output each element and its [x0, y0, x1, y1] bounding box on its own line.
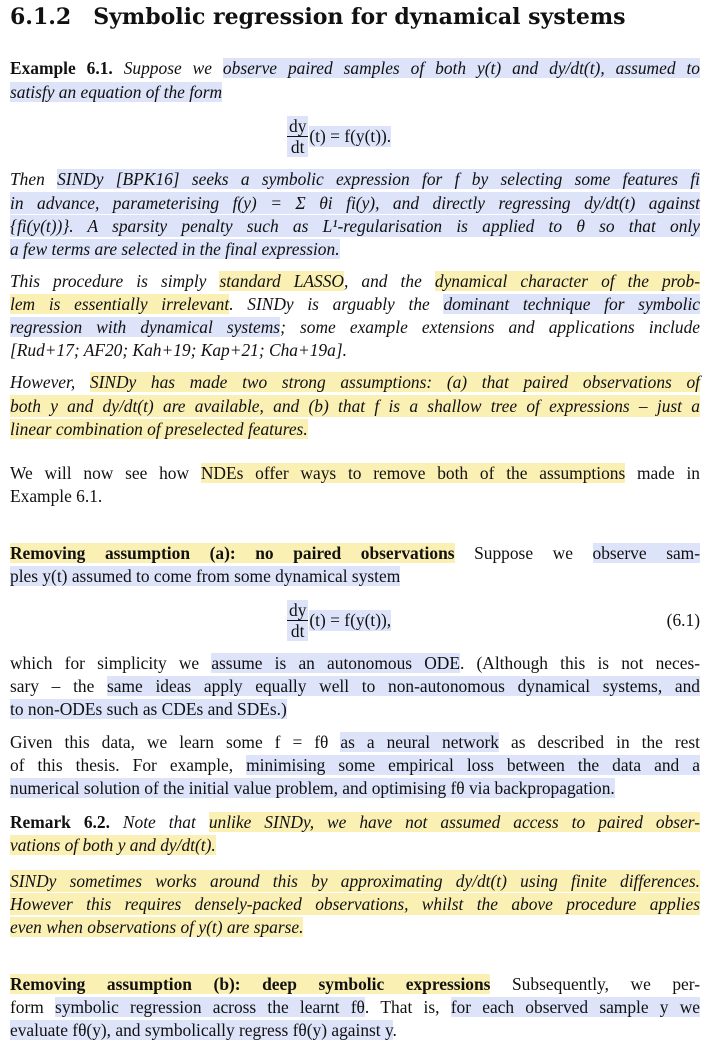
text: sary – the	[10, 676, 108, 696]
example-p3-line-4: [Rud+17; AF20; Kah+19; Kap+21; Cha+19a].	[10, 340, 347, 360]
para-b-line-1	[10, 973, 700, 995]
example-p2-line-4	[10, 238, 340, 260]
para-a-line-3	[10, 652, 700, 674]
example-p4-line-3	[10, 418, 308, 440]
example-label: Example 6.1.	[10, 58, 113, 78]
highlight: unlike SINDy, we have not assumed access to paired obser-	[208, 812, 700, 832]
highlight: for each observed sample y we	[450, 997, 701, 1017]
fraction	[287, 116, 308, 157]
example-line-1	[10, 57, 700, 79]
body-line-2: Example 6.1.	[10, 486, 103, 506]
highlight: to non-ODEs such as CDEs and SDEs.)	[10, 699, 287, 719]
numerator: dy	[289, 115, 307, 136]
equation-1	[286, 113, 391, 159]
highlight: symbolic regression across the learnt fθ	[55, 997, 365, 1017]
section-number: 6.1.2	[10, 4, 72, 30]
body-line-1	[10, 462, 700, 484]
highlight: numerical solution of the initial value problem, and optimising fθ via backpropagation.	[10, 778, 615, 798]
example-p2-line-2: in advance, parameterising f(y) = Σ θi fi(y), and directly regressing dy/dt(t) against	[10, 193, 700, 213]
para-a-line-7	[10, 754, 700, 776]
highlight: SINDy has made two strong assumptions: (a) that paired observations of	[89, 372, 700, 392]
remark-line-2	[10, 834, 216, 856]
equation-6-1	[286, 597, 391, 643]
remark-label: Remark 6.2.	[10, 812, 110, 832]
text: Suppose we	[123, 58, 223, 78]
example-p3-line-3	[10, 316, 700, 338]
highlight: a few terms are selected in the final expression.	[10, 239, 340, 259]
text: Subsequently, we per-	[490, 974, 700, 994]
equation-rhs: (t) = f(y(t)),	[309, 609, 392, 630]
highlight: evaluate fθ(y), and symbolically regress fθ(y) against y	[10, 1020, 393, 1040]
example-p4-line-1	[10, 371, 700, 393]
highlight: SINDy [BPK16] seeks a symbolic expression for f by selecting some features fi	[57, 169, 700, 189]
denominator: dt	[290, 136, 305, 157]
example-p2-line-3: {fi(y(t))}. A sparsity penalty such as L¹-regularisation is applied to θ so that only	[10, 216, 700, 236]
text: as described in the rest	[499, 732, 701, 752]
text: which for simplicity we	[10, 653, 212, 673]
example-p4-line-2: both y and dy/dt(t) are available, and (b) that f is a shallow tree of expressions – just a	[10, 396, 700, 416]
text: made in	[625, 463, 701, 483]
text: ; some example extensions and applications include	[280, 317, 700, 337]
text: .	[392, 1020, 397, 1040]
highlight: even when observations of y(t) are sparse.	[10, 917, 304, 937]
text: . (Although this is not neces-	[459, 653, 701, 673]
highlight: observe paired samples of both y(t) and dy/dt(t), assumed to	[222, 58, 701, 78]
para-b-heading: Removing assumption (b): deep symbolic expressions	[10, 974, 491, 994]
highlight: NDEs offer ways to remove both of the assumptions	[200, 463, 626, 483]
para-a-line-8	[10, 777, 615, 799]
highlight: standard LASSO	[219, 271, 344, 291]
highlight: ples y(t) assumed to come from some dynamical system	[10, 566, 401, 586]
para-b-line-3	[10, 1019, 397, 1041]
text: Given this data, we learn some f = fθ	[10, 732, 341, 752]
highlight: minimising some empirical loss between the data and a	[246, 755, 700, 775]
highlight: linear combination of preselected features.	[10, 419, 308, 439]
text: Suppose we	[454, 543, 593, 563]
section-title: Symbolic regression for dynamical systems	[93, 4, 626, 30]
highlight: dynamical character of the prob-	[434, 271, 700, 291]
remark-line-1	[10, 811, 700, 833]
text: . SINDy is arguably the	[229, 294, 444, 314]
text: However,	[10, 372, 90, 392]
para-a-line-1	[10, 542, 700, 564]
remark-line-4: However this requires densely-packed observations, whilst the above procedure applies	[10, 894, 700, 914]
equation-number: (6.1)	[666, 610, 700, 630]
para-a-line-2	[10, 565, 400, 587]
text: , and the	[343, 271, 435, 291]
example-line-2	[10, 81, 222, 103]
para-a-line-5	[10, 698, 287, 720]
example-p2-line-1	[10, 168, 700, 190]
text: . That is,	[364, 997, 451, 1017]
highlight: vations of both y and dy/dt(t).	[10, 835, 216, 855]
highlight: lem is essentially irrelevant	[10, 294, 230, 314]
fraction	[287, 600, 308, 641]
highlight: as a neural network	[340, 732, 500, 752]
remark-line-3: SINDy sometimes works around this by approximating dy/dt(t) using finite differences.	[10, 871, 700, 891]
section-heading	[10, 4, 626, 30]
remark-line-5	[10, 916, 303, 938]
para-a-line-6	[10, 731, 700, 753]
text: of this thesis. For example,	[10, 755, 247, 775]
para-b-line-2	[10, 996, 700, 1018]
text: This procedure is simply	[10, 271, 220, 291]
para-a-line-4	[10, 675, 700, 697]
text: We will now see how	[10, 463, 201, 483]
para-a-heading: Removing assumption (a): no paired observations	[10, 543, 455, 563]
highlight: assume is an autonomous ODE	[211, 653, 460, 673]
text: form	[10, 997, 56, 1017]
example-p3-line-1	[10, 270, 700, 292]
highlight: satisfy an equation of the form	[10, 82, 223, 102]
example-p3-line-2	[10, 293, 700, 315]
highlight: dominant technique for symbolic	[443, 294, 700, 314]
highlight: observe sam-	[592, 543, 700, 563]
text: Then	[10, 169, 58, 189]
highlight: same ideas apply equally well to non-autonomous dynamical systems, and	[107, 676, 700, 696]
numerator: dy	[289, 599, 307, 620]
equation-rhs: (t) = f(y(t)).	[309, 125, 392, 146]
highlight: regression with dynamical systems	[10, 317, 281, 337]
denominator: dt	[290, 620, 305, 641]
text: Note that	[109, 812, 209, 832]
